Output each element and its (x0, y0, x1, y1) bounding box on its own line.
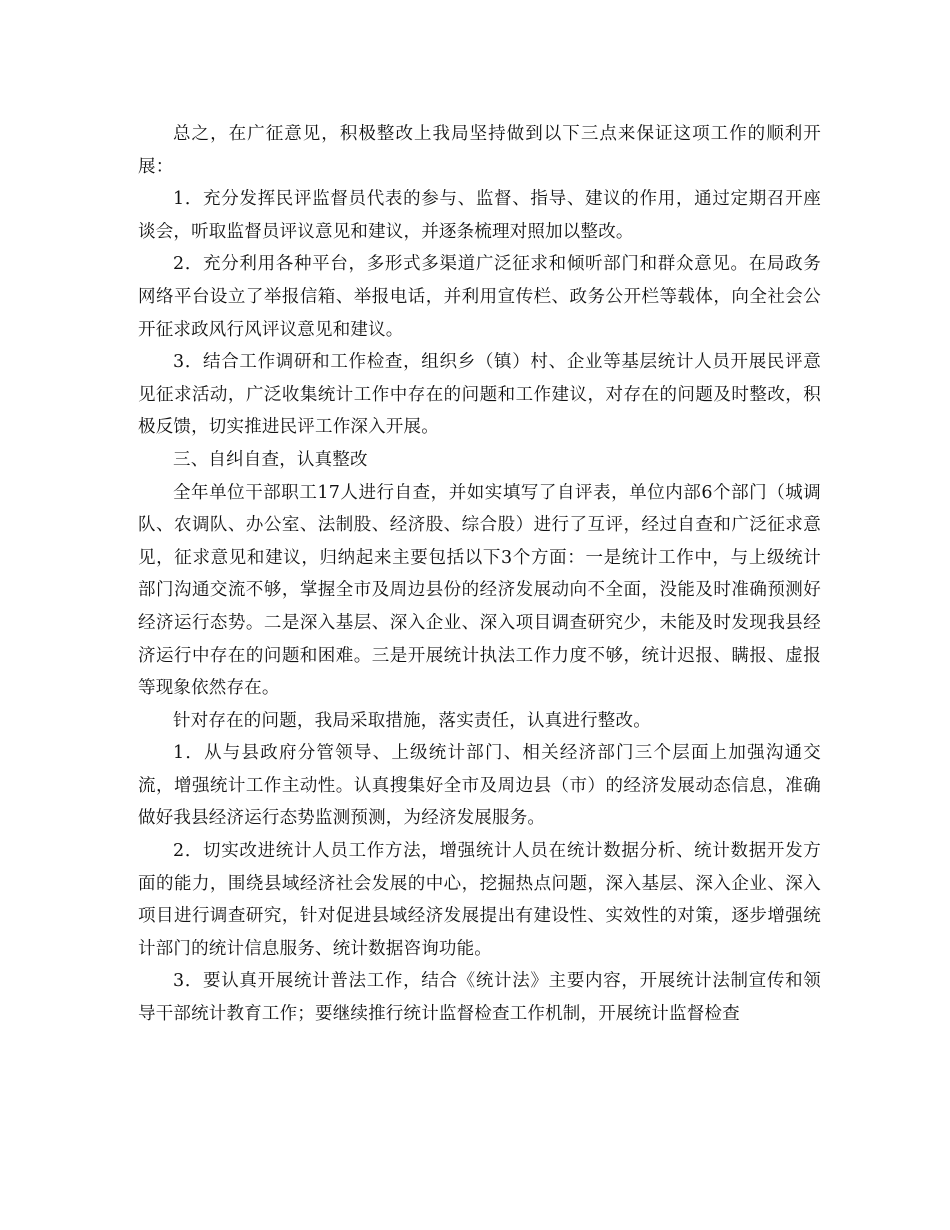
document-page (138, 118, 821, 1031)
paragraph-item-3-grassroots: 3．结合工作调研和工作检查，组织乡（镇）村、企业等基层统计人员开展民评意见征求活动，广泛收集统计工作中存在的问题和工作建议，对存在的问题及时整改，积极反馈，切实推进民评工作深入开展。 (138, 352, 821, 438)
paragraph-rectification-1: 1．从与县政府分管领导、上级统计部门、相关经济部门三个层面上加强沟通交流，增强统计工作主动性。认真搜集好全市及周边县（市）的经济发展动态信息，准确做好我县经济运行态势监测预测，为经济发展服务。 (138, 743, 821, 829)
paragraph-item-2-platforms: 2．充分利用各种平台，多形式多渠道广泛征求和倾听部门和群众意见。在局政务网络平台设立了举报信箱、举报电话，并利用宣传栏、政务公开栏等载体，向全社会公开征求政风行风评议意见和建议。 (138, 254, 821, 340)
paragraph-rectification-intro: 针对存在的问题，我局采取措施，落实责任，认真进行整改。 (173, 710, 651, 731)
section-heading-self-inspection: 三、自纠自查，认真整改 (173, 449, 368, 470)
paragraph-summary-intro: 总之，在广征意见，积极整改上我局坚持做到以下三点来保证这项工作的顺利开展： (138, 124, 821, 177)
paragraph-self-inspection-findings: 全年单位干部职工17人进行自查，并如实填写了自评表，单位内部6个部门（城调队、农调队、办公室、法制股、经济股、综合股）进行了互评，经过自查和广泛征求意见，征求意见和建议，归纳起来主要包括以下3个方面：一是统计工作中，与上级统计部门沟通交流不够，掌握全市及周边县份的经济发展动向不全面，没能及时准确预测好经济运行态势。二是深入基层、深入企业、深入项目调查研究少，未能及时发现我县经济运行中存在的问题和困难。三是开展统计执法工作力度不够，统计迟报、瞒报、虚报等现象依然存在。 (138, 482, 821, 699)
paragraph-rectification-3: 3．要认真开展统计普法工作，结合《统计法》主要内容，开展统计法制宣传和领导干部统计教育工作；要继续推行统计监督检查工作机制，开展统计监督检查 (138, 971, 821, 1025)
paragraph-item-1-supervisors: 1．充分发挥民评监督员代表的参与、监督、指导、建议的作用，通过定期召开座谈会，听取监督员评议意见和建议，并逐条梳理对照加以整改。 (138, 189, 821, 242)
paragraph-rectification-2: 2．切实改进统计人员工作方法，增强统计人员在统计数据分析、统计数据开发方面的能力，围绕县域经济社会发展的中心，挖掘热点问题，深入基层、深入企业、深入项目进行调查研究，针对促进县域经济发展提出有建设性、实效性的对策，逐步增强统计部门的统计信息服务、统计数据咨询功能。 (138, 841, 821, 959)
